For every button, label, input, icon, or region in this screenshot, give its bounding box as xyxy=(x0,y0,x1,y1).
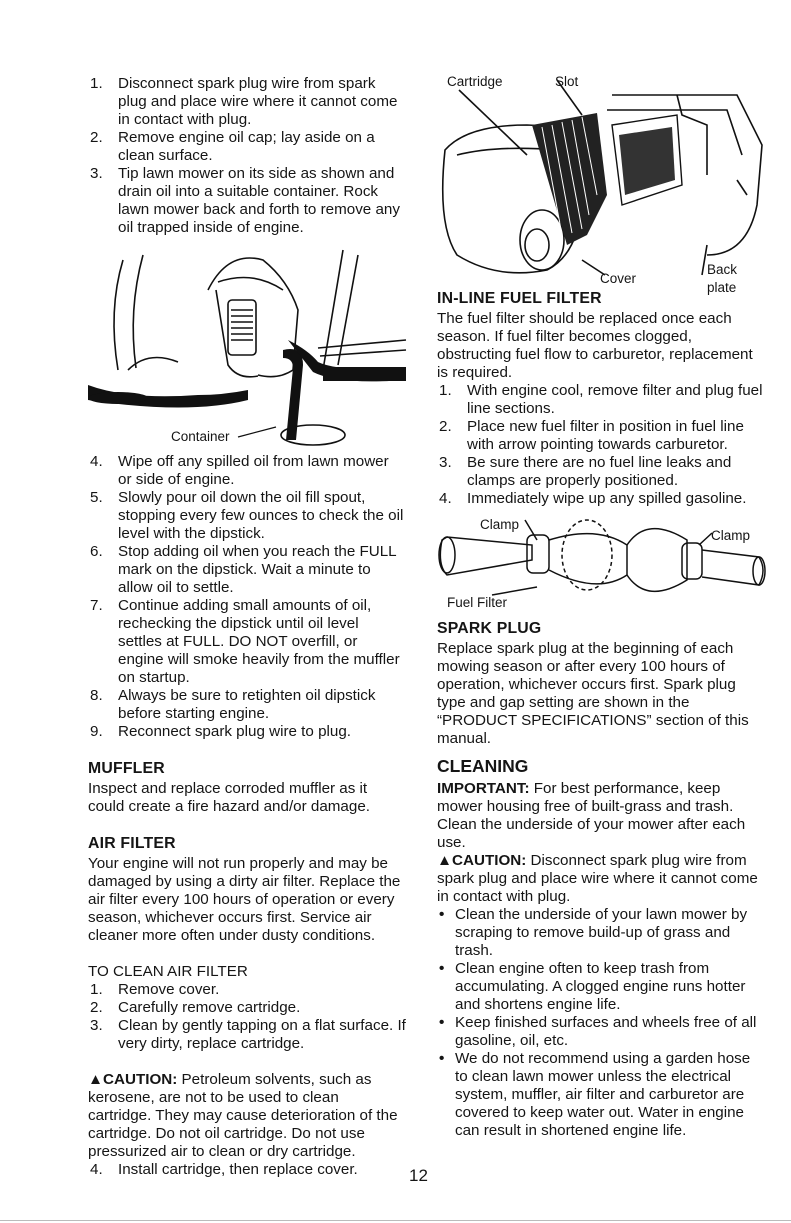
list-item: 2. Carefully remove cartridge. xyxy=(90,999,301,1016)
caution-text: Petroleum solvents, such as kerosene, are not to be used to clean cartridge. They may cause deterioration of the cartridge. Do not oil cartridge. Do not use pressurized air to clean or dry cartridge. xyxy=(88,1071,398,1160)
cleaning-bullets xyxy=(437,906,767,1140)
bullet-icon: • xyxy=(439,1014,445,1031)
air-filter-steps xyxy=(88,981,406,1053)
fuel-filter-heading: IN-LINE FUEL FILTER xyxy=(437,290,602,307)
page-number: 12 xyxy=(409,1166,428,1185)
oil-drain-steps xyxy=(88,75,406,237)
caution-text: Disconnect spark plug wire from spark plug and place wire where it cannot come in contact with plug. xyxy=(437,852,758,905)
caution-label: CAUTION: xyxy=(103,1071,178,1088)
cleaning-important xyxy=(437,780,767,852)
fuel-filter-steps xyxy=(437,382,767,508)
air-filter-heading: AIR FILTER xyxy=(88,835,176,852)
air-filter-body: Your engine will not run properly and may be damaged by using a dirty air filter. Replace the air filter every 100 hours of operation or every season, whichever occurs first. Service air cleaner more often under dusty conditions. xyxy=(88,855,401,944)
warning-icon: ▲ xyxy=(437,852,453,869)
list-item: • Clean the underside of your lawn mower by scraping to remove build-up of grass and trash. xyxy=(439,906,748,959)
cleaning-heading: CLEANING xyxy=(437,756,529,776)
important-label: IMPORTANT: xyxy=(437,780,530,797)
list-item: 4. Install cartridge, then replace cover. xyxy=(90,1161,358,1178)
list-item: 4. Immediately wipe up any spilled gasoline. xyxy=(439,490,747,507)
cleaning-caution xyxy=(437,852,767,906)
back-plate-label: Back plate xyxy=(707,262,738,295)
page-bottom-rule xyxy=(0,1220,791,1221)
bullet-icon: • xyxy=(439,1050,445,1067)
list-item: 1. Disconnect spark plug wire from spark plug and place wire where it cannot come in contact with plug. xyxy=(90,75,398,128)
list-item: 7. Continue adding small amounts of oil, rechecking the dipstick until oil level settles at FULL. DO NOT overfill, or engine will smoke heavily from the muffler on startup. xyxy=(90,597,400,686)
slot-label: Slot xyxy=(555,74,579,89)
cover-label: Cover xyxy=(600,271,637,286)
important-text: For best performance, keep mower housing free of built-grass and trash. Clean the underside of your mower after each use. xyxy=(437,780,746,851)
list-item: 1. With engine cool, remove filter and plug fuel line sections. xyxy=(439,382,763,417)
container-label: Container xyxy=(171,429,230,444)
air-filter-step-4 xyxy=(88,1161,406,1179)
list-item: 1. Remove cover. xyxy=(90,981,220,998)
list-item: • Clean engine often to keep trash from accumulating. A clogged engine runs hotter and shortens engine life. xyxy=(439,960,746,1013)
list-item: 9. Reconnect spark plug wire to plug. xyxy=(90,723,352,740)
muffler-heading: MUFFLER xyxy=(88,760,165,777)
spark-plug-heading: SPARK PLUG xyxy=(437,620,542,637)
list-item: 3. Be sure there are no fuel line leaks and clamps are properly positioned. xyxy=(439,454,732,489)
list-item: 4. Wipe off any spilled oil from lawn mower or side of engine. xyxy=(90,453,389,488)
caution-label: CAUTION: xyxy=(452,852,527,869)
fuel-filter-label: Fuel Filter xyxy=(447,595,508,610)
bullet-icon: • xyxy=(439,960,445,977)
warning-icon: ▲ xyxy=(88,1071,104,1088)
clamp-right-label: Clamp xyxy=(711,528,751,543)
container-leader-line xyxy=(238,425,278,440)
air-filter-caution xyxy=(88,1071,406,1161)
list-item: • Keep finished surfaces and wheels free of all gasoline, oil, etc. xyxy=(439,1014,757,1049)
list-item: 2. Place new fuel filter in position in fuel line with arrow pointing towards carburetor. xyxy=(439,418,744,453)
list-item: 3. Tip lawn mower on its side as shown and drain oil into a suitable container. Rock lawn mower back and forth to remove any oil trapped inside of engine. xyxy=(90,165,400,236)
clamp-left-label: Clamp xyxy=(480,517,520,532)
spark-plug-body: Replace spark plug at the beginning of each mowing season or after every 100 hours of operation, whichever occurs first. Spark plug type and gap setting are shown in the “PRODUCT SPECIFICATIONS” section of this manual. xyxy=(437,640,749,747)
list-item: 8. Always be sure to retighten oil dipstick before starting engine. xyxy=(90,687,376,722)
list-item: 6. Stop adding oil when you reach the FULL mark on the dipstick. Wait a minute to allow oil to settle. xyxy=(90,543,397,596)
fuel-filter-body: The fuel filter should be replaced once each season. If fuel filter becomes clogged, obstructing fuel flow to carburetor, replacement is required. xyxy=(437,310,753,381)
cartridge-label: Cartridge xyxy=(447,74,503,89)
list-item: 3. Clean by gently tapping on a flat surface. If very dirty, replace cartridge. xyxy=(90,1017,406,1052)
muffler-body: Inspect and replace corroded muffler as it could create a fire hazard and/or damage. xyxy=(88,780,370,815)
list-item: 2. Remove engine oil cap; lay aside on a clean surface. xyxy=(90,129,375,164)
list-item: • We do not recommend using a garden hose to clean lawn mower unless the electrical system, muffler, air filter and carburetor are covered to keep water out. Water in engine can result in shortened engine life. xyxy=(439,1050,751,1139)
oil-fill-steps xyxy=(88,453,406,741)
clean-air-filter-subheading: TO CLEAN AIR FILTER xyxy=(88,963,248,980)
list-item: 5. Slowly pour oil down the oil fill spout, stopping every few ounces to check the oil level with the dipstick. xyxy=(90,489,404,542)
bullet-icon: • xyxy=(439,906,445,923)
